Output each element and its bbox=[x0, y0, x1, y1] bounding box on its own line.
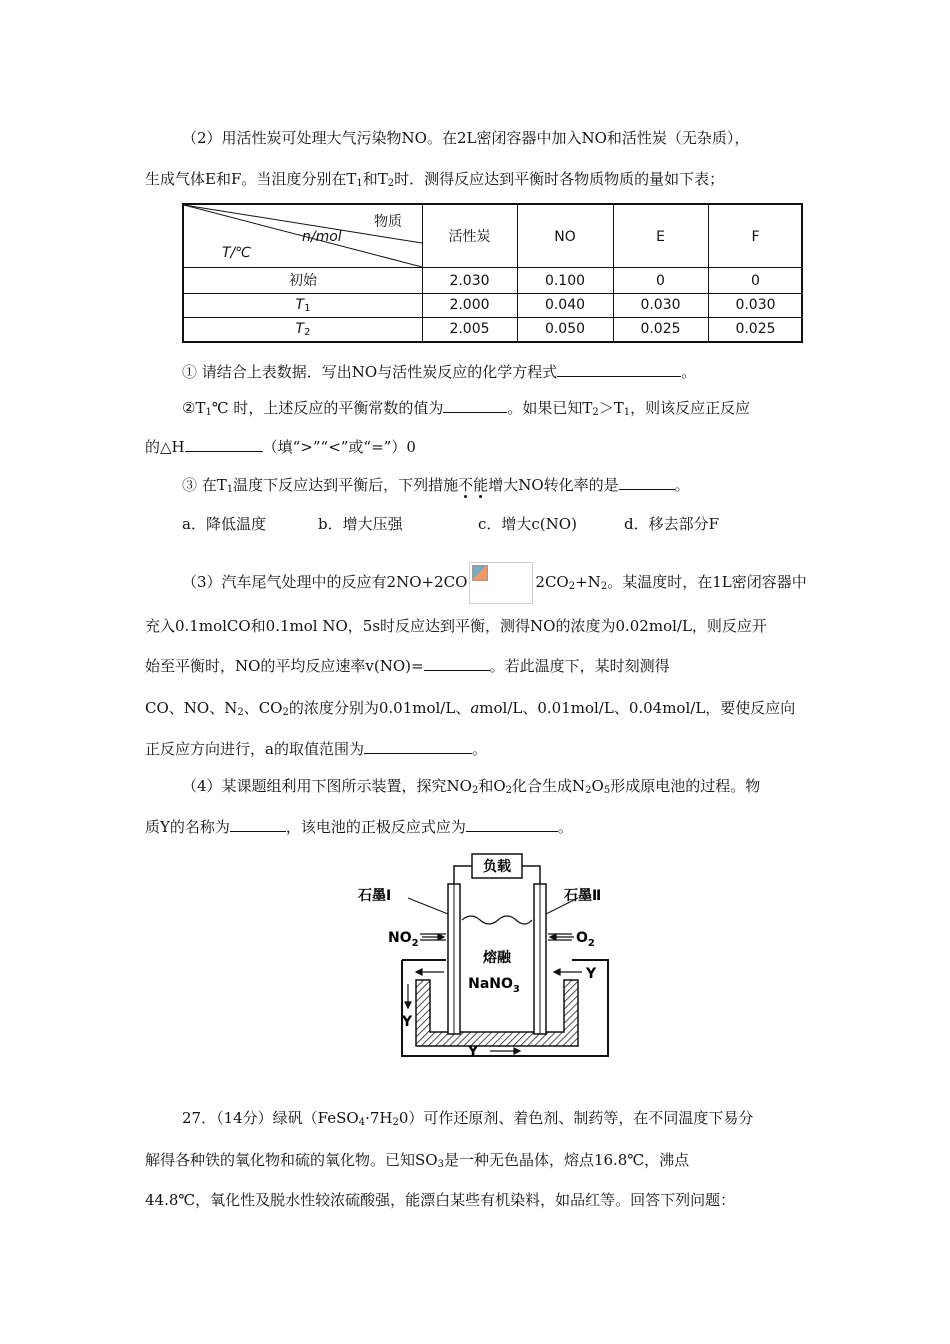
answer-blank[interactable] bbox=[230, 817, 286, 832]
flow-arrow-left-top bbox=[416, 969, 444, 975]
answer-blank[interactable] bbox=[466, 817, 558, 832]
q2-sub2-cont: 的△H （填“>”“<”或“=”）0 bbox=[145, 438, 416, 456]
gas-arrow-right bbox=[550, 934, 574, 940]
o2-label: $O_2$ bbox=[576, 930, 595, 949]
q3-line3: 始至平衡时，NO的平均反应速率v(NO)= 。若此温度下，某时刻测得 bbox=[145, 657, 670, 675]
table-cell: 0.050 bbox=[544, 321, 586, 337]
header-no: NO bbox=[554, 229, 576, 245]
table-cell: 0.030 bbox=[640, 297, 681, 313]
answer-blank[interactable] bbox=[443, 398, 507, 413]
table-cell: 2.030 bbox=[449, 273, 490, 289]
flow-arrow-left-down bbox=[405, 984, 411, 1008]
header-f: F bbox=[751, 229, 760, 245]
corner-label-temperature: T/℃ bbox=[222, 245, 251, 261]
option-c: c．增大c(NO) bbox=[478, 515, 577, 533]
table-cell: 0.025 bbox=[640, 321, 681, 337]
y-label-right: Y bbox=[586, 966, 597, 982]
header-activated-carbon: 活性炭 bbox=[448, 229, 491, 245]
corner-label-substance: 物质 bbox=[374, 214, 402, 230]
q3-line1: （3）汽车尾气处理中的反应有2NO+2CO $2CO_2+N_2$。某温度时，在1L密闭容器中 bbox=[182, 562, 807, 604]
molten-label: 熔融 bbox=[483, 950, 511, 966]
table-cell: 2.005 bbox=[449, 321, 490, 337]
q3-line2: 充入0.1molCO和0.1mol NO，5s时反应达到平衡，测得NO的浓度为0.02mol/L，则反应开 bbox=[145, 617, 767, 635]
graphite-2-label: 石墨Ⅱ bbox=[564, 888, 602, 904]
graphite-1-label: 石墨Ⅰ bbox=[358, 888, 392, 904]
broken-image-icon bbox=[472, 565, 488, 581]
row-label-t1: $T_1$ bbox=[295, 297, 311, 314]
q2-line1: （2）用活性炭可处理大气污染物NO。在2L密闭容器中加入NO和活性炭（无杂质）， bbox=[182, 129, 750, 147]
option-d: d．移去部分F bbox=[624, 515, 720, 533]
flow-arrow-right bbox=[554, 969, 582, 975]
q2-sub3: ③ 在$T_1$温度下反应达到平衡后，下列措施不能增大NO转化率的是 。 bbox=[182, 476, 690, 495]
row-label-t2: $T_2$ bbox=[295, 321, 311, 338]
q4-line2: 质Y的名称为 ，该电池的正极反应式应为 。 bbox=[145, 818, 573, 836]
fuel-cell-diagram bbox=[350, 848, 620, 1068]
load-label: 负载 bbox=[483, 859, 511, 875]
option-b: b．增大压强 bbox=[318, 515, 403, 533]
q4-line1: （4）某课题组利用下图所示装置，探究$NO_2$和$O_2$化合生成$N_2O_5$形成原电池的过程。物 bbox=[182, 777, 761, 796]
row-divider bbox=[184, 317, 801, 318]
answer-blank[interactable] bbox=[557, 362, 681, 377]
flow-arrow-bottom bbox=[490, 1048, 520, 1054]
gas-arrow-left bbox=[422, 934, 444, 940]
answer-blank[interactable] bbox=[364, 739, 472, 754]
q3-line4: CO、NO、$N_2$、$CO_2$的浓度分别为0.01mol/L、amol/L、0.01mol/L、0.04mol/L，要使反应向 bbox=[145, 699, 796, 718]
q2-sub1: ① 请结合上表数据．写出NO与活性炭反应的化学方程式 。 bbox=[182, 363, 697, 381]
table-cell: 2.000 bbox=[449, 297, 490, 313]
molten-surface bbox=[462, 916, 532, 924]
equilibrium-data-table bbox=[182, 203, 803, 343]
y-label-bottom: Y bbox=[468, 1044, 479, 1060]
row-divider bbox=[184, 293, 801, 294]
answer-blank[interactable] bbox=[424, 656, 490, 671]
nano3-label: NaNO$_3$ bbox=[468, 976, 520, 995]
table-cell: 0 bbox=[656, 273, 665, 289]
table-cell: 0.040 bbox=[544, 297, 586, 313]
q27-line3: 44.8℃，氧化性及脱水性较浓硫酸强，能漂白某些有机染料，如品红等。回答下列问题： bbox=[145, 1191, 736, 1209]
q27-line1: 27．（14分）绿矾$(FeSO_4\cdot 7H_20)$可作还原剂、着色剂、制药等，在不同温度下易分 bbox=[182, 1109, 754, 1128]
table-cell: 0.025 bbox=[735, 321, 776, 337]
no2-label: $NO_2$ bbox=[388, 930, 419, 949]
reaction-condition-image bbox=[469, 562, 533, 604]
row-divider bbox=[184, 267, 801, 268]
corner-label-amount: n/mol bbox=[302, 229, 342, 245]
q2-line2: 生成气体E和F。当沮度分别在$T_1$和$T_2$时．测得反应达到平衡时各物质物质的量如下表； bbox=[145, 170, 725, 189]
q3-line5: 正反应方向进行，a的取值范围为 。 bbox=[145, 740, 487, 758]
answer-blank[interactable] bbox=[185, 437, 263, 452]
table-cell: 0 bbox=[751, 273, 760, 289]
y-label-left: Y bbox=[402, 1014, 413, 1030]
table-cell: 0.030 bbox=[735, 297, 776, 313]
row-label-initial: 初始 bbox=[289, 273, 317, 289]
header-e: E bbox=[656, 229, 665, 245]
q2-sub2: $②T_1℃$ 时，上述反应的平衡常数的值为 。如果已知$T_2>T_1$，则该反应正反应 bbox=[182, 399, 751, 418]
q27-line2: 解得各种铁的氧化物和硫的氧化物。已知$SO_3$是一种无色晶体，熔点16.8℃，沸点 bbox=[145, 1151, 690, 1170]
option-a: a．降低温度 bbox=[182, 515, 266, 533]
answer-blank[interactable] bbox=[619, 475, 675, 490]
table-cell: 0.100 bbox=[544, 273, 586, 289]
